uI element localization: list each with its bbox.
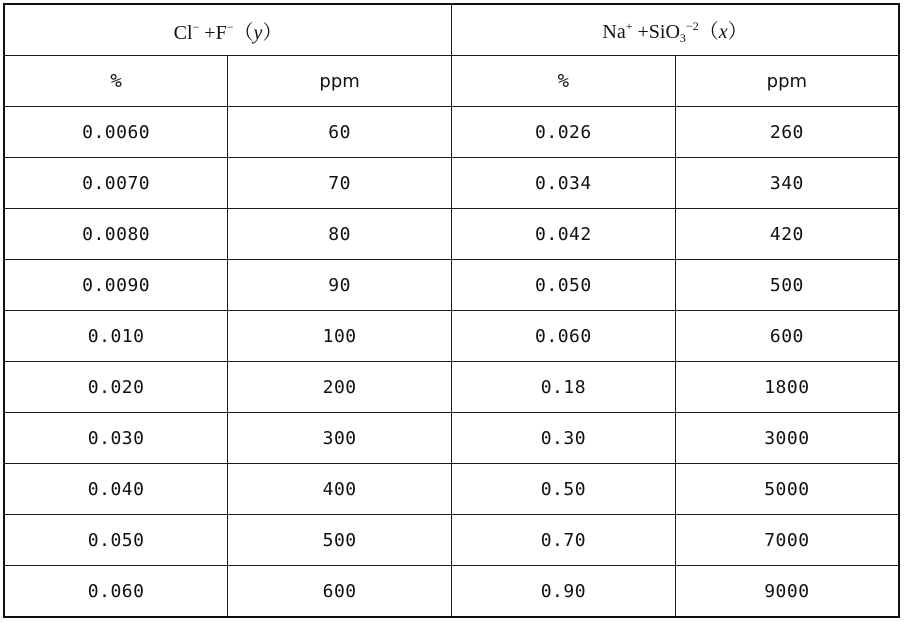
table-cell: 0.18 <box>452 362 676 413</box>
fluoride-symbol: +F <box>199 21 227 44</box>
table-cell: 0.034 <box>452 158 676 209</box>
table-cell: 0.50 <box>452 464 676 515</box>
silicate-subscript: 3 <box>679 30 686 45</box>
conversion-table-container <box>3 3 900 617</box>
table-cell: 5000 <box>675 464 899 515</box>
table-cell: 1800 <box>675 362 899 413</box>
table-cell: 300 <box>228 413 452 464</box>
table-cell: 0.042 <box>452 209 676 260</box>
table-row <box>4 464 899 515</box>
table-row <box>4 107 899 158</box>
table-row <box>4 362 899 413</box>
table-cell: 0.0070 <box>4 158 228 209</box>
table-row <box>4 209 899 260</box>
group-header-row <box>4 4 899 56</box>
table-cell: 500 <box>228 515 452 566</box>
unit-header-ppm: ppm <box>675 56 899 107</box>
table-cell: 9000 <box>675 566 899 618</box>
table-cell: 0.0090 <box>4 260 228 311</box>
table-row <box>4 566 899 618</box>
table-cell: 420 <box>675 209 899 260</box>
table-cell: 80 <box>228 209 452 260</box>
table-cell: 70 <box>228 158 452 209</box>
table-cell: 600 <box>228 566 452 618</box>
unit-header-ppm: ppm <box>228 56 452 107</box>
paren-open: （ <box>233 21 254 44</box>
table-cell: 0.020 <box>4 362 228 413</box>
variable-x: x <box>718 20 728 43</box>
chloride-charge: − <box>192 19 200 34</box>
table-cell: 500 <box>675 260 899 311</box>
silicate-symbol: +SiO <box>632 20 680 43</box>
table-cell: 0.050 <box>4 515 228 566</box>
table-cell: 60 <box>228 107 452 158</box>
table-cell: 0.026 <box>452 107 676 158</box>
paren-close: ） <box>727 20 748 43</box>
sodium-symbol: Na <box>602 20 626 43</box>
unit-header-row <box>4 56 899 107</box>
table-cell: 0.040 <box>4 464 228 515</box>
variable-y: y <box>253 21 263 44</box>
header-sodium-silicate <box>452 4 900 56</box>
table-cell: 600 <box>675 311 899 362</box>
header-chloride-fluoride <box>4 4 452 56</box>
table-row <box>4 413 899 464</box>
table-cell: 7000 <box>675 515 899 566</box>
table-cell: 0.0080 <box>4 209 228 260</box>
table-cell: 0.060 <box>452 311 676 362</box>
table-cell: 0.90 <box>452 566 676 618</box>
table-cell: 0.70 <box>452 515 676 566</box>
chloride-symbol: Cl <box>173 21 193 44</box>
table-cell: 0.050 <box>452 260 676 311</box>
table-cell: 0.0060 <box>4 107 228 158</box>
table-cell: 400 <box>228 464 452 515</box>
unit-header-percent: % <box>452 56 676 107</box>
table-row <box>4 311 899 362</box>
table-cell: 100 <box>228 311 452 362</box>
table-cell: 340 <box>675 158 899 209</box>
conversion-table <box>3 3 900 618</box>
fluoride-charge: − <box>226 19 234 34</box>
table-row <box>4 260 899 311</box>
table-cell: 3000 <box>675 413 899 464</box>
table-cell: 90 <box>228 260 452 311</box>
table-cell: 0.030 <box>4 413 228 464</box>
unit-header-percent: % <box>4 56 228 107</box>
table-cell: 0.060 <box>4 566 228 618</box>
table-body <box>4 107 899 618</box>
paren-close: ） <box>262 21 283 44</box>
table-row <box>4 158 899 209</box>
table-row <box>4 515 899 566</box>
silicate-charge: −2 <box>685 18 699 33</box>
table-cell: 0.010 <box>4 311 228 362</box>
table-cell: 260 <box>675 107 899 158</box>
paren-open: （ <box>698 20 719 43</box>
table-cell: 0.30 <box>452 413 676 464</box>
sodium-charge: + <box>625 18 633 33</box>
table-cell: 200 <box>228 362 452 413</box>
